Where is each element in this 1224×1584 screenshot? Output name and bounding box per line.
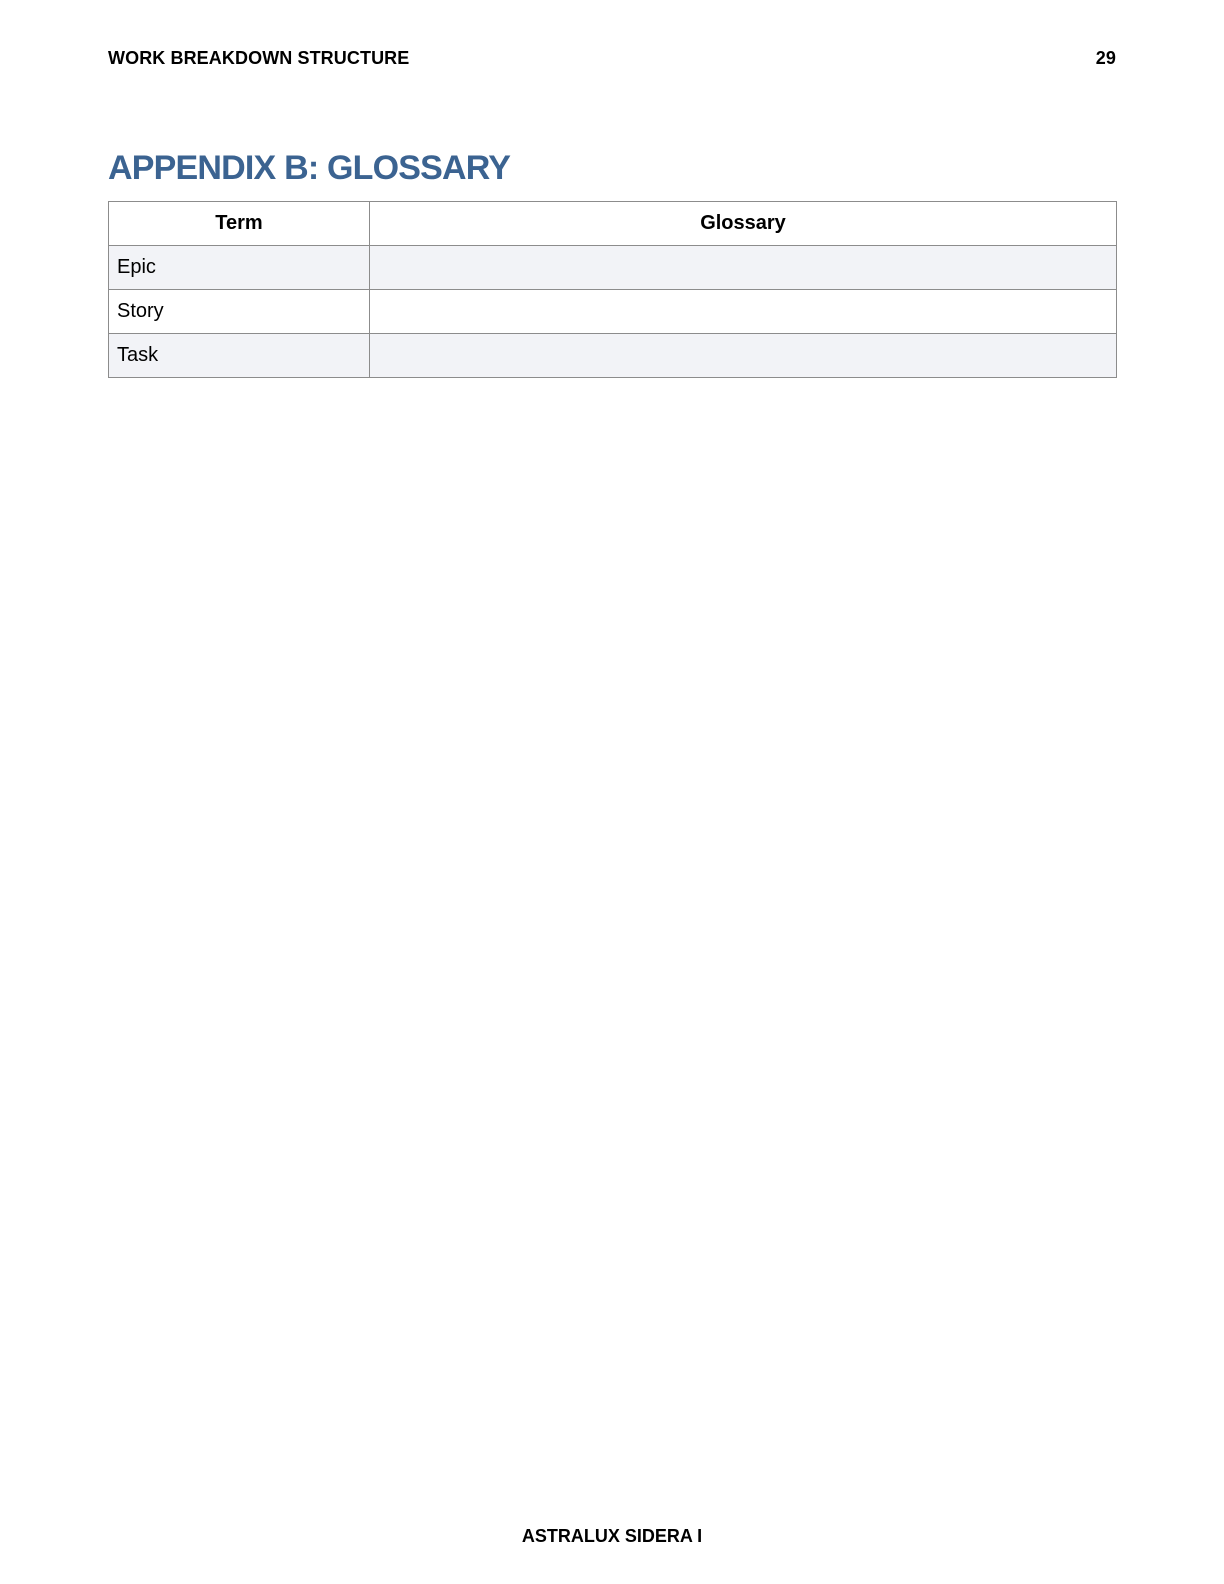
term-cell: Epic	[109, 246, 370, 290]
column-header-glossary: Glossary	[370, 202, 1117, 246]
table-header-row	[109, 202, 1117, 246]
page-title: APPENDIX B: GLOSSARY	[108, 149, 511, 187]
header-section-title: WORK BREAKDOWN STRUCTURE	[108, 47, 410, 68]
term-cell: Task	[109, 334, 370, 378]
table-row	[109, 334, 1117, 378]
definition-cell	[370, 246, 1117, 290]
definition-cell	[370, 334, 1117, 378]
running-footer: ASTRALUX SIDERA I	[521, 1526, 703, 1546]
column-header-term: Term	[109, 202, 370, 246]
table-row	[109, 246, 1117, 290]
glossary-table	[108, 201, 1117, 378]
header-page-number: 29	[1095, 47, 1116, 68]
term-cell: Story	[109, 290, 370, 334]
definition-cell	[370, 290, 1117, 334]
table-row	[109, 290, 1117, 334]
running-header	[108, 46, 1116, 70]
